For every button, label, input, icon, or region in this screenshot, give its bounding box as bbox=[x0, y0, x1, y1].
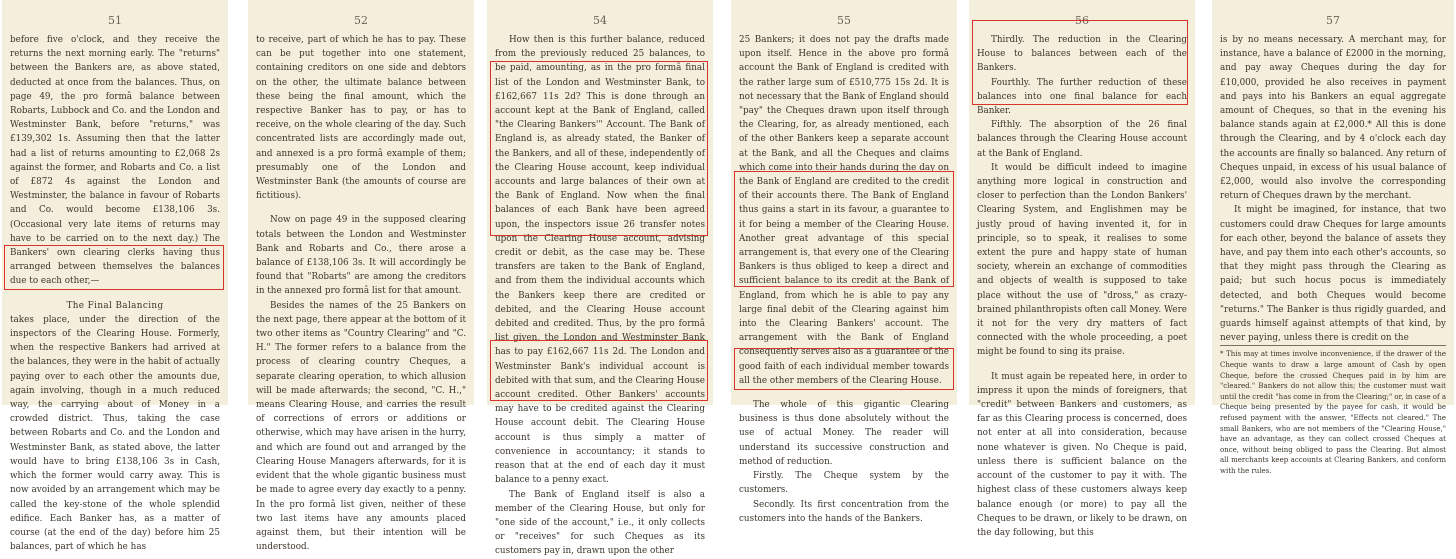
page-number: 54 bbox=[593, 14, 607, 27]
page-number: 51 bbox=[108, 14, 122, 27]
paragraph: 25 Bankers; it does not pay the drafts made upon itself. Hence in the above pro formâ account the Bank of England is credited with the rather large sum of £510,775 15s 2d. It is not necessary that the Bank of England should "pay" the Cheques drawn upon itself through the Clearing, for, as already mentioned, each of the other Bankers keep a separate account at the Bank, and all the Cheques and claims which come into their hands during the day on the Bank of England are credited to the credit of their accounts there. The Bank of England thus gains a start in its favour, a guarantee to it for being a member of the Clearing House. Another great advantage of this special arrangement is, that every one of the Clearing Bankers is thus obliged to keep a direct and sufficient balance to its credit at the Bank of England, from which he is able to pay any large final debit of the Clearing against him into the Clearing Bankers' account. The arrangement with the Bank of England consequently serves also as a guarantee of the good faith of each individual member towards all the other members of the Clearing House. bbox=[739, 35, 949, 386]
paragraph: Now on page 49 in the supposed clearing totals between the London and Westminster Bank and Robarts and Co., there arose a balance of £138,106 3s. It will accordingly be found that "Robarts" are among the creditors in the annexed pro formâ list for that amount. bbox=[256, 215, 466, 297]
page-54 bbox=[487, 0, 713, 557]
section-heading: The Final Balancing bbox=[66, 300, 164, 311]
highlight-box bbox=[4, 245, 224, 290]
page-52 bbox=[248, 0, 474, 553]
page-number: 55 bbox=[837, 14, 851, 27]
page-text bbox=[1220, 33, 1446, 475]
paragraph: Besides the names of the 25 Bankers on the next page, there appear at the bottom of it two other items as "Country Clearing" and "C. H." The former refers to a balance from the process of clearing country Cheques, a separate clearing operation, to which allusion will be made afterwards; the second, "C. H.," means Clearing House, and carries the result of corrections of errors or additions or otherwise, which may have arisen in the hurry, and which are found out and arranged by the Clearing House Managers afterwards, for it is evident that the whole gigantic business must be made to agree every day exactly to a penny. In the pro formâ list given, neither of these two last items have any amounts placed against them, but their intention will be understood. bbox=[256, 300, 466, 553]
paragraph: Thirdly. The reduction in the Clearing House to balances between each of the Bankers. bbox=[977, 35, 1187, 74]
page-number: 52 bbox=[354, 14, 368, 27]
paragraph: The whole of this gigantic Clearing business is thus done absolutely without the use of actual Money. The reader will understand its successive construction and method of reduction. bbox=[739, 400, 949, 467]
paragraph: It must again be repeated here, in order to impress it upon the minds of foreigners, that "credit" between Bankers and customers, as far as this Clearing process is concerned, does not enter at all into consideration, because none whatever is given. No Cheque is paid, unless there is sufficient balance on the account of the customer to pay it with. The highest class of these customers always keep balance enough (or more) to pay all the Cheques to be drawn, or likely to be drawn, on the day following, but this bbox=[977, 371, 1187, 538]
paragraph: before five o'clock, and they receive the returns the next morning early. The "returns" between the Bankers are, as above stated, deducted at once from the balances. Thus, on page 49, the pro formâ balance between Robarts, Lubbock and Co. and the London and Westminster Bank, before "returns," was £139,302 1s. Assuming then that the latter had a list of returns amounting to £2,068 2s against the former, and Robarts and Co. a list of £872 4s against the London and Westminster, the balance in favour of Robarts and Co. would become £138,106 3s. (Occasional very late items of returns may have to be carried on to the next day.) The Bankers' own clearing clerks having thus arranged between themselves the balances due to each other,— bbox=[10, 35, 220, 287]
footnote: * This may at times involve inconvenience, if the drawer of the Cheque wants to draw a large amount of Cash by open Cheque, before the crossed Cheques paid in by him are "cleared." Bankers do not allow this; the customer must wait until the credit "has come in from the Clearing;" or, in case of a Cheque being presented by the payee for cash, it would be refused payment with the answer, "Effects not cleared." The small Bankers, who are not members of the "Clearing House," have an advantage, as they can collect crossed Cheques at once, without being obliged to pass the Clearing. But almost all merchants keep accounts at Clearing Bankers, and conform with the rules. bbox=[1220, 345, 1446, 476]
paragraph: takes place, under the direction of the inspectors of the Clearing House. Formerly, when the respective Bankers had arrived at the balances, they were in the habit of actually paying over to each other the amounts due, again involving, though in a much reduced way, the carrying about of Money in a crowded district. Thus, taking the case between Robarts and Co. and the London and Westminster Bank, as stated above, the latter would have to bring £138,106 3s in Cash, which the former would carry away. This is now avoided by an arrangement which may be called the key-stone of the whole splendid edifice. Each Banker has, as a matter of course (at the end of the day) before him 25 balances, part of which he has bbox=[10, 314, 220, 553]
page-number: 56 bbox=[1075, 14, 1089, 27]
paragraph: It would be difficult indeed to imagine anything more logical in construction and closer to perfection than the London Bankers' Clearing System, and Englishmen may be justly proud of having invented it, for in principle, so to speak, it realises to some extent the pure and happy state of human society, wherein an exchange of commodities and objects of wealth is supposed to take place without the use of "dross," as crazy-brained philanthropists often call Money. Were it not for the very dry matters of fact connected with the whole proceeding, a poet might be found to sing its praise. bbox=[977, 162, 1187, 358]
paragraph: is by no means necessary. A merchant may, for instance, have a balance of £2000 in the morning, and pay away Cheques during the day for £10,000, provided he also receives in payment and pays into his Bankers an equal aggregate amount of Cheques, so that in the evening his balance stands again at £2,000.* All this is done through the Clearing, and by 4 o'clock each day the accounts are finally so balanced. Any return of Cheques unpaid, in excess of his usual balance of £2,000, would also involve the corresponding return of Cheques drawn by the merchant. bbox=[1220, 35, 1446, 202]
paragraph: It might be imagined, for instance, that two customers could draw Cheques for large amounts for each other, beyond the balance of assets they have, and pay them into each other's accounts, so that they might pass through the Clearing as paid; but such hocus pocus is immediately detected, and both Cheques would become "returns." The Banker is thus rigidly guarded, and guards himself against attempts of that kind, by never paying, unless there is credit on the bbox=[1220, 205, 1446, 344]
paragraph: to receive, part of which he has to pay. These can be put together into one statement, containing creditors on one side and debtors on the other, the ultimate balance between these being the final amount, which the respective Banker has to pay, or has to receive, on the whole clearing of the day. Such concentrated lists are accordingly made out, and annexed is a pro formâ example of them; presumably one of the London and Westminster Bank (the amounts of course are fictitious). bbox=[256, 35, 466, 202]
highlight-box bbox=[490, 340, 708, 401]
highlight-box bbox=[490, 61, 708, 236]
highlight-box bbox=[734, 348, 954, 390]
paragraph: Firstly. The Cheque system by the customers. bbox=[739, 471, 949, 496]
paragraph: Secondly. Its first concentration from the customers into the hands of the Bankers. bbox=[739, 499, 949, 524]
paragraph: The Bank of England itself is also a member of the Clearing House, but only for "one side of the account," i.e., it only collects or "receives" for such Cheques as its customers pay in, drawn upon the other bbox=[495, 489, 705, 557]
page-number: 57 bbox=[1326, 14, 1340, 27]
page-55 bbox=[731, 0, 957, 524]
page-text bbox=[10, 33, 220, 553]
page-56 bbox=[969, 0, 1195, 538]
page-57 bbox=[1212, 0, 1454, 475]
paragraph: Fourthly. The further reduction of these balances into one final balance for each Banker. bbox=[977, 77, 1187, 117]
paragraph: Fifthly. The absorption of the 26 final balances through the Clearing House account at the Bank of England. bbox=[977, 120, 1187, 159]
highlight-box bbox=[734, 171, 954, 287]
paragraph: How then is this further balance, reduced from the previously reduced 25 balances, to be paid, amounting, as in the pro formâ final list of the London and Westminster Bank, to £162,667 11s 2d? This is done through an account kept at the Bank of England, called "the Clearing Bankers'" Account. The Bank of England is, as already stated, the Banker of the Bankers, and all of these, independently of the Clearing House account, keep individual accounts and large balances of their own at the Bank of England. Now when the final balances of each Bank have been agreed upon, the inspectors issue 26 transfer notes upon the Clearing House account, advising credit or debit, as the case may be. These transfers are taken to the Bank of England, and from them the individual accounts which the Bankers keep there are credited or debited, and the Clearing House account debited and credited. Thus, by the pro formâ list given, the London and Westminster Bank has to pay £162,667 11s 2d. The London and Westminster Bank's individual account is debited with that sum, and the Clearing House account credited. Other Bankers' accounts may have to be credited against the Clearing House account debit. The Clearing House account is thus simply a matter of convenience in accountancy; it stands to reason that at the end of each day it must balance to a penny exact. bbox=[495, 35, 705, 486]
page-51 bbox=[2, 0, 228, 553]
highlight-box bbox=[972, 20, 1188, 105]
page-text bbox=[256, 33, 466, 553]
